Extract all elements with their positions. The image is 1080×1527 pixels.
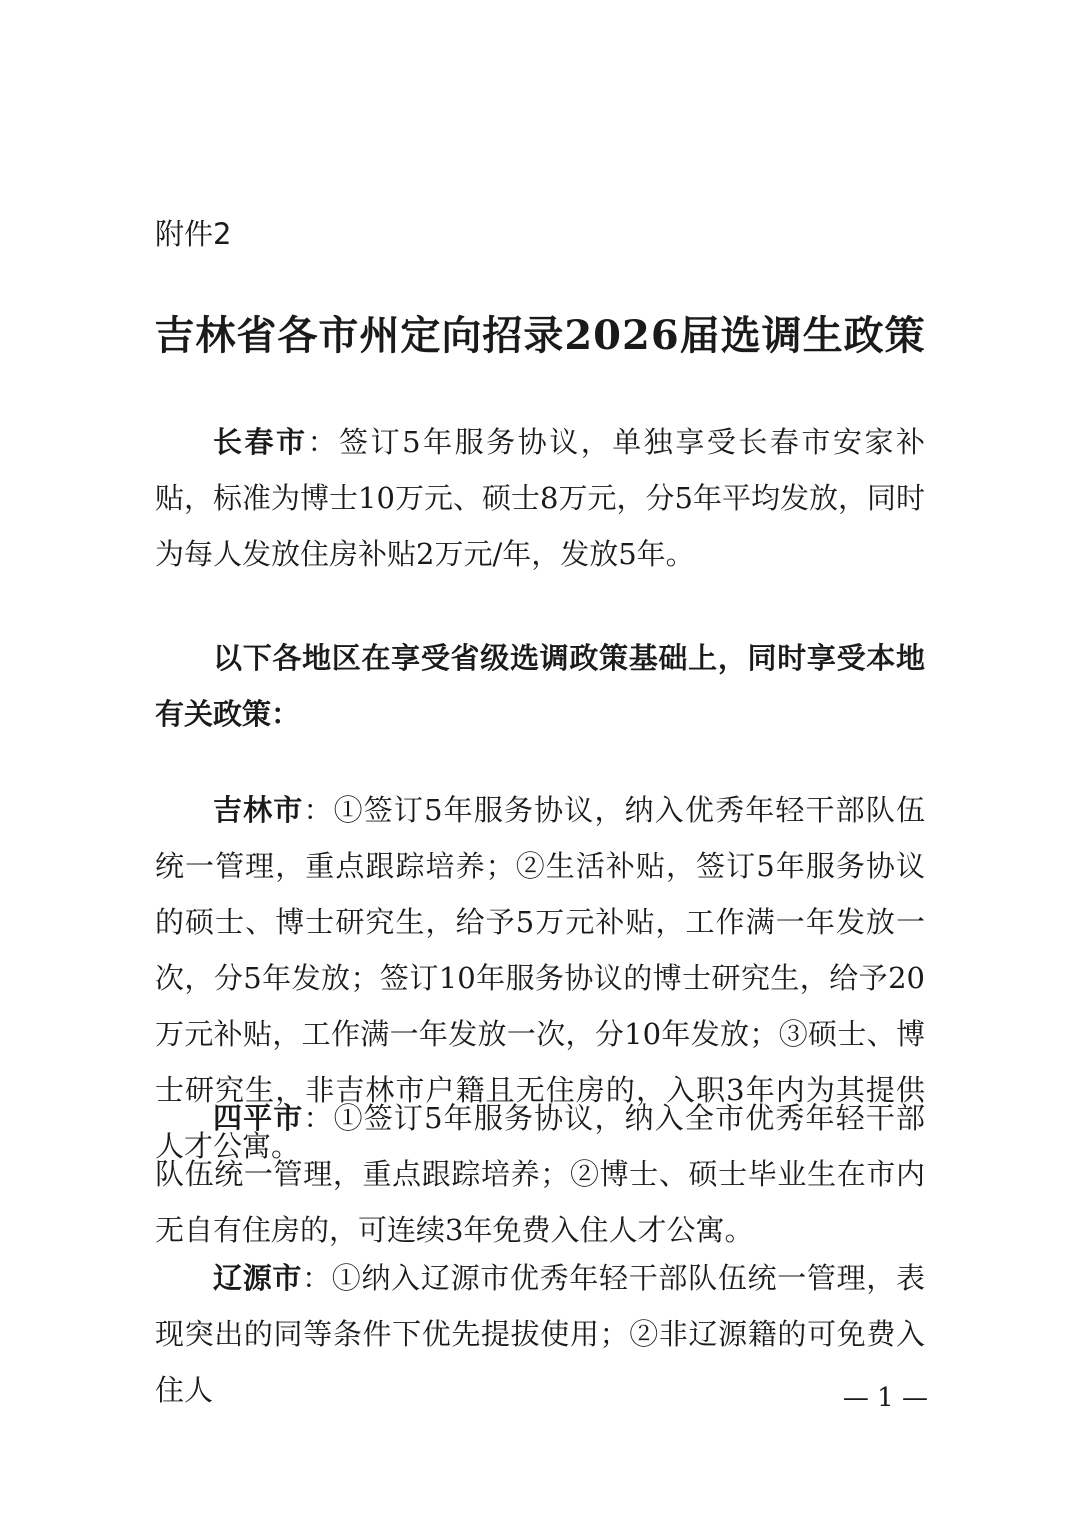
city-label-jilin: 吉林市: [213, 793, 304, 827]
paragraph-text: ：签订5年服务协议，单独享受长春市安家补贴，标准为博士10万元、硕士8万元，分5年平均发放，同时为每人发放住房补贴2万元/年，发放5年。: [155, 425, 925, 571]
paragraph-text: ：①签订5年服务协议，纳入优秀年轻干部队伍统一管理，重点跟踪培养；②生活补贴，签订5年服务协议的硕士、博士研究生，给予5万元补贴，工作满一年发放一次，分5年发放；签订10年服务协议的博士研究生，给予20万元补贴，工作满一年发放一次，分10年发放；③硕士、博士研究生，非吉林市户籍且无住房的，入职3年内为其提供人才公寓。: [155, 793, 925, 1163]
document-title: 吉林省各市州定向招录2026届选调生政策: [154, 312, 926, 359]
paragraph-siping: [155, 1090, 925, 1258]
paragraph-liaoyuan: [155, 1250, 925, 1418]
city-label-siping: 四平市: [213, 1101, 304, 1135]
paragraph-text: ：①纳入辽源市优秀年轻干部队伍统一管理，表现突出的同等条件下优先提拔使用；②非辽源籍的可免费入住人: [155, 1261, 925, 1407]
city-label-changchun: 长春市: [213, 425, 308, 459]
page-number: — 1 —: [842, 1383, 928, 1413]
paragraph-text: ：①签订5年服务协议，纳入全市优秀年轻干部队伍统一管理，重点跟踪培养；②博士、硕士毕业生在市内无自有住房的，可连续3年免费入住人才公寓。: [155, 1101, 925, 1247]
attachment-label: 附件2: [155, 217, 232, 251]
paragraph-text: 以下各地区在享受省级选调政策基础上，同时享受本地有关政策：: [155, 641, 925, 731]
city-label-liaoyuan: 辽源市: [213, 1261, 303, 1295]
paragraph-intro: [155, 630, 925, 742]
paragraph-changchun: [155, 414, 925, 582]
